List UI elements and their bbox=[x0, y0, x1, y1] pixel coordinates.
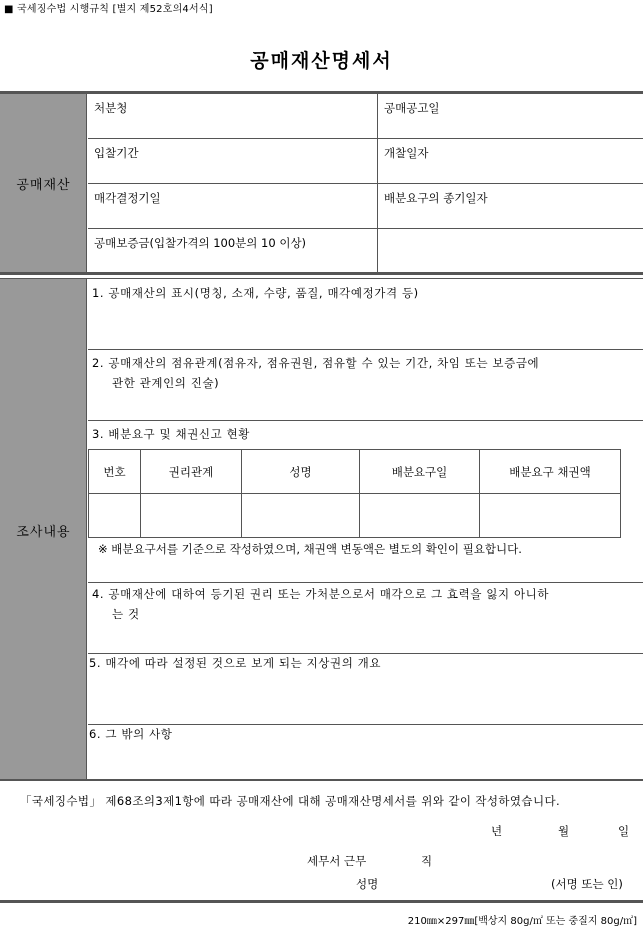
distribution-table bbox=[88, 449, 621, 538]
item-possession[interactable]: 2. 공매재산의 점유관계(점유자, 점유권원, 점유할 수 있는 기간, 차임 또는 보증금에 관한 관계인의 진술) bbox=[92, 356, 540, 390]
field-bidding-period[interactable]: 입찰기간 bbox=[94, 146, 139, 160]
col-name: 성명 bbox=[242, 450, 360, 494]
mid-rule bbox=[0, 272, 643, 275]
field-empty[interactable] bbox=[378, 229, 390, 241]
distribution-note: ※ 배분요구서를 기준으로 작성하였으며, 채권액 변동액은 별도의 확인이 필요합니다. bbox=[98, 542, 522, 556]
item-distribution-status: 3. 배분요구 및 채권신고 현황 bbox=[92, 427, 250, 441]
declaration-text: 「국세징수법」 제68조의3제1항에 따라 공매재산에 대해 공매재산명세서를 위와 같이 작성하였습니다. bbox=[20, 794, 561, 808]
page-title: 공매재산명세서 bbox=[250, 50, 393, 72]
signer-office: 세무서 근무 bbox=[307, 854, 367, 868]
section-investigation bbox=[0, 279, 643, 780]
section-label: 공매재산 bbox=[16, 178, 71, 193]
field-distribution-deadline[interactable]: 배분요구의 종기일자 bbox=[384, 191, 488, 205]
signer-position: 직 bbox=[421, 854, 433, 868]
col-number: 번호 bbox=[89, 450, 141, 494]
table-header-row bbox=[89, 450, 621, 494]
footer-rule bbox=[0, 900, 643, 903]
item-property-description[interactable]: 1. 공매재산의 표시(명칭, 소재, 수량, 품질, 매각예정가격 등) bbox=[92, 286, 419, 300]
col-claim-amount: 배분요구 채권액 bbox=[480, 450, 621, 494]
paper-spec-footer: 210㎜×297㎜[백상지 80g/㎡ 또는 중질지 80g/㎡] bbox=[407, 916, 637, 926]
item-other-matters[interactable]: 6. 그 밖의 사항 bbox=[89, 727, 173, 741]
field-sale-decision-date[interactable]: 매각결정기일 bbox=[94, 191, 161, 205]
field-auction-deposit[interactable]: 공매보증금(입찰가격의 100분의 10 이상) bbox=[94, 236, 307, 250]
date-day[interactable]: 일 bbox=[618, 824, 630, 838]
field-public-notice-date[interactable]: 공매공고일 bbox=[384, 101, 440, 115]
date-year[interactable]: 년 bbox=[491, 824, 503, 838]
section-label-box bbox=[0, 94, 87, 272]
signer-name-label: 성명 bbox=[356, 877, 379, 891]
field-opening-date[interactable]: 개찰일자 bbox=[384, 146, 429, 160]
section-auction-property bbox=[0, 94, 643, 272]
col-request-date: 배분요구일 bbox=[360, 450, 480, 494]
table-row[interactable] bbox=[89, 494, 621, 538]
bottom-section-rule bbox=[0, 779, 643, 781]
item-surface-right[interactable]: 5. 매각에 따라 설정된 것으로 보게 되는 지상권의 개요 bbox=[89, 656, 382, 670]
item-registered-rights[interactable]: 4. 공매재산에 대하여 등기된 권리 또는 가처분으로서 매각으로 그 효력을 잃지 아니하 는 것 bbox=[92, 587, 550, 621]
form-header-note: ■ 국세징수법 시행규칙 [별지 제52호의4서식] bbox=[4, 4, 213, 15]
col-rights: 권리관계 bbox=[141, 450, 242, 494]
signature-field[interactable]: (서명 또는 인) bbox=[551, 877, 623, 891]
date-month[interactable]: 월 bbox=[558, 824, 570, 838]
field-disposing-office[interactable]: 처분청 bbox=[94, 101, 128, 115]
section-label: 조사내용 bbox=[16, 525, 71, 540]
section-label-box bbox=[0, 279, 87, 780]
